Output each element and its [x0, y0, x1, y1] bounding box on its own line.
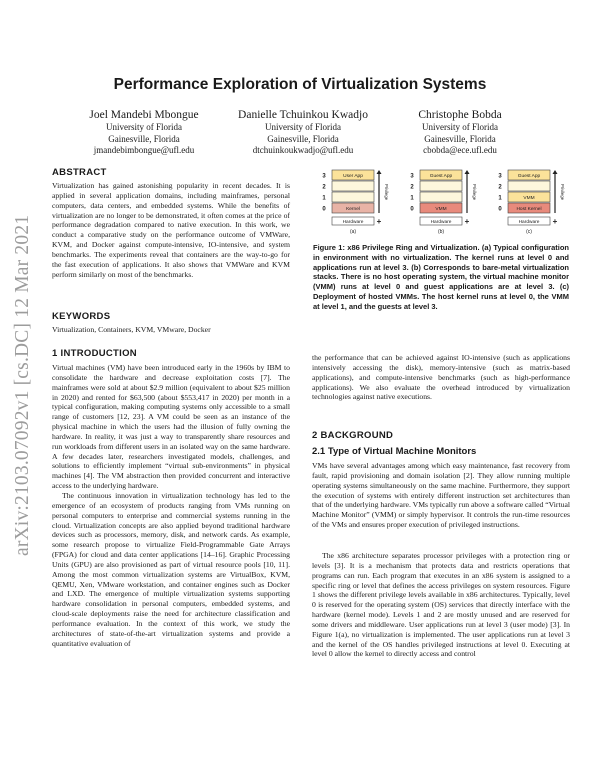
- level-number: 0: [410, 206, 414, 213]
- intro-paragraph-3: the performance that can be achieved against IO-intensive (such as applications intensively accessing the disk), memory-intensive (such as matrix-based applications), and compute-intensive benchmarks (such as high-performance applications). We also evaluate the overhead introduced by virtualization technologies against native executions.: [312, 353, 570, 402]
- level-number: 0: [498, 206, 502, 213]
- hardware-label: Hardware: [518, 219, 540, 225]
- level-number: 1: [498, 195, 502, 202]
- level-number: 3: [322, 173, 326, 180]
- level-number: 3: [498, 173, 502, 180]
- ring-box-label: Kernel: [346, 207, 360, 212]
- ring-box-label: Guest App: [517, 174, 541, 179]
- author-email[interactable]: cbobda@ece.ufl.edu: [423, 145, 497, 155]
- author-affiliation: University of Florida: [106, 122, 182, 132]
- ring-level-2-box: [420, 181, 462, 191]
- keywords-heading: KEYWORDS: [52, 311, 111, 322]
- privilege-label: Privilege: [472, 183, 477, 201]
- arxiv-stamp: arXiv:2103.07092v1 [cs.DC] 12 Mar 2021: [12, 214, 33, 556]
- ring-box-label: VMM: [435, 207, 447, 212]
- plus-icon: +: [552, 217, 558, 226]
- author-affiliation: University of Florida: [422, 122, 498, 132]
- abstract-heading: ABSTRACT: [52, 167, 107, 178]
- ring-level-2-box: [508, 181, 550, 191]
- hardware-label: Hardware: [342, 219, 364, 225]
- level-number: 2: [498, 184, 502, 191]
- section-heading-introduction: 1 INTRODUCTION: [52, 348, 137, 359]
- author-block: [370, 108, 550, 157]
- author-block: [54, 108, 234, 157]
- privilege-arrowhead: [553, 170, 558, 174]
- author-affiliation: University of Florida: [265, 122, 341, 132]
- level-number: 1: [322, 195, 326, 202]
- author-name: Christophe Bobda: [418, 109, 502, 121]
- author-email[interactable]: dtchuinkoukwadjo@ufl.edu: [252, 145, 354, 155]
- ring-level-1-box: [332, 192, 374, 202]
- paper-title: Performance Exploration of Virtualization Systems: [113, 76, 487, 93]
- ring-box-label: VMM: [523, 196, 535, 201]
- panel-label: (c): [526, 229, 532, 235]
- background-paragraph-1: VMs have several advantages among which easy maintenance, fast recovery from fault, rapid provisioning and domain isolation [2]. They allow running multiple operating systems simultaneously on the same machine. Furthermore, they support the execution of systems with entirely different instruction set architectures than that of the underlying hardware. VMs typically run above a software called “Virtual Machine Monitor” (VMM) or simply hypervisor. It controls the run-time resources of the VMs and ensures proper execution of privileged instructions.: [312, 461, 570, 530]
- panel-label: (b): [437, 229, 445, 235]
- background-paragraph-2: The x86 architecture separates processor privileges with a protection ring or levels [3]. It is a mechanism that protects data and restricts operations that programs can run. Each program that executes in an x86 system is assigned to a specific ring or level that defines the access privileges on system resources. Figure 1 shows the different privilege levels available in x86 architectures. Typically, level 0 is reserved for the operating system (OS) services that directly interface with the hardware (kernel mode). Levels 1 and 2 are mostly unused and are reserved for some drivers and middleware. User applications run at level 3 (user mode) [3]. In Figure 1(a), no virtualization is implemented. The user applications run at level 3 and the kernel of the OS handles privileged instructions at level 0. Executing at level 0 allow the kernel to directly access and control: [312, 551, 570, 659]
- level-number: 2: [322, 184, 326, 191]
- plus-icon: +: [464, 217, 470, 226]
- author-name: Danielle Tchuinkou Kwadjo: [238, 109, 368, 121]
- section-heading-background: 2 BACKGROUND: [312, 430, 394, 441]
- keywords-text: Virtualization, Containers, KVM, VMware, Docker: [52, 325, 211, 334]
- author-name: Joel Mandebi Mbongue: [89, 109, 199, 121]
- intro-paragraph-2: The continuous innovation in virtualization technology has led to the emergence of an ecosystem of products ranging from VMs running on personal computers to enterprise and commercial systems running in the cloud. Virtualization concepts are also applied beyond traditional hardware devices such as processors, memory, disk, and network cards. As example, some research propose to virtualize Field-Programmable Gate Arrays (FPGA) for cloud and data center applications [14–16]. Graphic Processing Units (GPU) are also provisioned as part of virtual resource pools [10, 11]. Among the most common virtualization systems are VirtualBox, KVM, QEMU, Xen, VMware workstation, and container engines such as Docker and LXD. The emergence of multiple virtualization systems supporting hardware consolidation in personal computers, embedded systems, and cloud-scale deployments raise the need for architecture classification and performance evaluation. In the context of this work, we study the architectures of state-of-the-art virtualization systems and provide a quantitative evaluation of: [52, 491, 290, 648]
- plus-icon: +: [376, 217, 382, 226]
- privilege-label: Privilege: [560, 183, 565, 201]
- author-location: Gainesville, Florida: [108, 133, 180, 144]
- level-number: 3: [410, 173, 414, 180]
- author-location: Gainesville, Florida: [267, 133, 339, 144]
- level-number: 1: [410, 195, 414, 202]
- ring-level-1-box: [420, 192, 462, 202]
- intro-paragraph-1: Virtual machines (VM) have been introduced early in the 1960s by IBM to consolidate the hardware and decrease exploitation costs [7]. The mainframes were sold at about $2.9 million (equivalent to about $25 million in 2020) and rented for $63,500 (about $553,417 in 2020) per month in a typical configuration, making computing systems only accessible to a small range of customers [12, 23]. A VM could be seen as an instance of the physical machine in which the users had the illusion of fully owning the hardware. In reality, it was just a way to transparently share resources and run workloads from different users in an isolated way on the same hardware. A few decades later, researchers investigated models, challenges, and solutions to efficiently implement “virtual sub-environments” in physical machines [4]. The VM abstraction then provided concurrent and interactive access to the underlying hardware.: [52, 363, 290, 491]
- abstract-text: Virtualization has gained astonishing popularity in recent decades. It is applied in several application domains, including mainframes, personal computers, data centers, and embedded systems. While the benefits of virtualization are no longer to be demonstrated, it often comes at the price of performance degradation compared to native execution. In this work, we conduct a comparative study on the performance outcome of VMWare, KVM, and Docker against compute-intensive, IO-intensive, and system benchmarks. The experiments reveal that containers are the way-to-go for the fast execution of applications. It also shows that VMWare and KVM perform similarly on most of the benchmarks.: [52, 181, 290, 279]
- figure-caption: Figure 1: x86 Privilege Ring and Virtualization. (a) Typical configuration in environment with no virtualization. The kernel runs at level 0 and applications run at level 3. (b) Corresponds to bare-metal virtualization stacks. There is no host operating system, the virtual machine monitor (VMM) runs at level 0 and guest applications are at level 3. (c) Deployment of hosted VMMs. The host kernel runs at level 0, the VMM at level 1, and the guests at level 3.: [313, 243, 569, 311]
- privilege-arrowhead: [465, 170, 470, 174]
- author-block: [213, 108, 393, 157]
- author-location: Gainesville, Florida: [424, 133, 496, 144]
- panel-label: (a): [349, 229, 357, 235]
- level-number: 0: [322, 206, 326, 213]
- privilege-ring-diagram: [312, 166, 574, 236]
- author-email[interactable]: jmandebimbongue@ufl.edu: [93, 145, 195, 155]
- figure-privilege-rings: [312, 166, 574, 236]
- ring-box-label: Host Kernel: [516, 207, 542, 212]
- privilege-label: Privilege: [384, 183, 389, 201]
- ring-box-label: User App: [343, 174, 363, 179]
- hardware-label: Hardware: [430, 219, 452, 225]
- subsection-heading: 2.1 Type of Virtual Machine Monitors: [312, 446, 477, 457]
- level-number: 2: [410, 184, 414, 191]
- ring-box-label: Guest App: [429, 174, 453, 179]
- ring-level-2-box: [332, 181, 374, 191]
- privilege-arrowhead: [377, 170, 382, 174]
